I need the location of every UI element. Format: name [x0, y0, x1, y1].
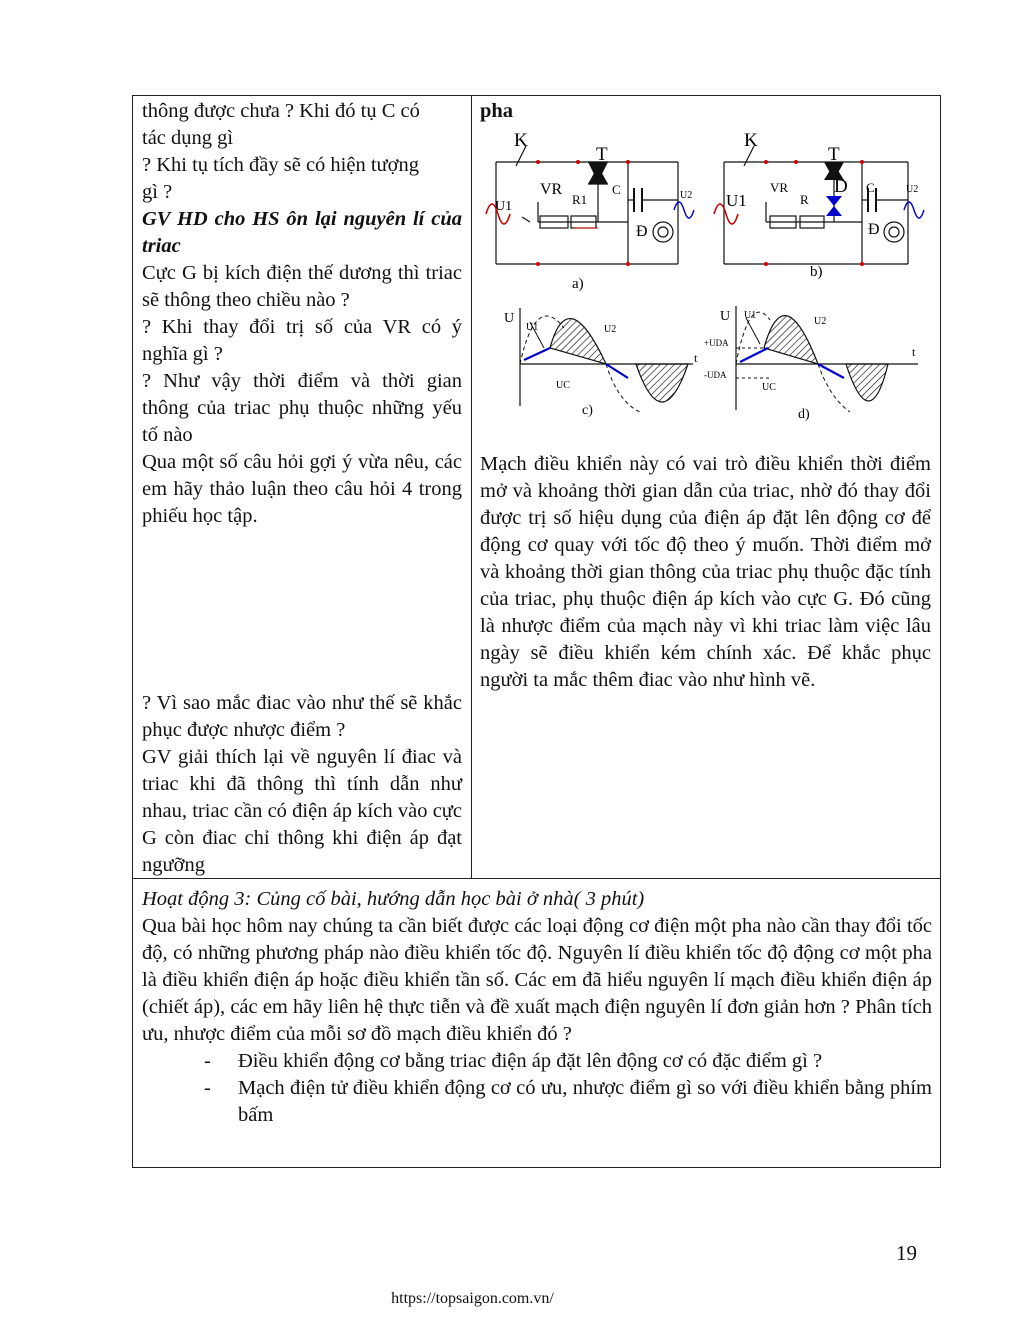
label-motor: Đ — [868, 221, 880, 238]
label-t: t — [912, 345, 916, 359]
question-line: gì ? — [142, 181, 173, 203]
label-UDA-neg: -UDA — [704, 370, 727, 380]
left-column-lower — [142, 690, 462, 879]
label-U2: U2 — [906, 184, 919, 195]
page-number: 19 — [896, 1241, 917, 1265]
explanation-text: GV giải thích lại về nguyên lí điac và triac khi đã thông thì tính dẫn như nhau, triac cần có điện áp kích vào cực G còn điac chỉ thông khi điện áp đạt ngưỡng — [142, 746, 462, 876]
label-T: T — [828, 144, 840, 165]
label-R1: R1 — [572, 192, 588, 207]
circuit-figure — [478, 122, 934, 432]
label-c: c) — [582, 403, 593, 418]
footer-url[interactable]: https://topsaigon.com.vn/ — [391, 1290, 554, 1307]
column-divider — [471, 95, 472, 878]
label-U: U — [504, 311, 515, 326]
label-R: R — [800, 192, 809, 207]
label-UC: UC — [556, 380, 570, 391]
left-column — [142, 98, 462, 530]
question-text: Cực G bị kích điện thế dương thì triac sẽ thông theo chiều nào ? — [142, 262, 462, 311]
label-C: C — [612, 182, 621, 197]
label-U1: U1 — [726, 191, 747, 210]
diac-icon — [826, 206, 842, 216]
label-motor: Đ — [636, 223, 648, 240]
list-item-text: Mạch điện tử điều khiển động cơ có ưu, nhược điểm gì so với điều khiển bằng phím bấm — [238, 1077, 932, 1126]
label-K: K — [514, 130, 528, 151]
triac-icon — [588, 166, 608, 184]
list-item — [142, 1048, 932, 1075]
label-U2: U2 — [814, 316, 827, 327]
label-U2: U2 — [604, 324, 617, 335]
question-text: ? Như vậy thời điểm và thời gian thông của triac phụ thuộc những yếu tố nào — [142, 370, 462, 446]
activity-3 — [142, 886, 932, 1129]
sine-output-icon — [904, 202, 924, 218]
label-UDA-pos: +UDA — [704, 338, 729, 348]
question-text: Qua một số câu hỏi gợi ý vừa nêu, các em hãy thảo luận theo câu hỏi 4 trong phiếu học tập. — [142, 451, 462, 527]
question-line: tác dụng gì — [142, 127, 234, 149]
right-paragraph: Mạch điều khiển này có vai trò điều khiển thời điểm mở và khoảng thời gian dẫn của triac, nhờ đó thay đổi được trị số hiệu dụng của điện áp đặt lên động cơ để động cơ quay với tốc độ theo ý muốn. Thời điểm mở và khoảng thời gian thông của triac phụ thuộc đặc tính của triac, phụ thuộc điện áp kích vào cực G. Đó cũng là nhược điểm của mạch này vì khi triac làm việc lâu ngày sẽ điều khiển kém chính xác. Để khắc phục người ta mắc thêm điac vào như hình vẽ. — [480, 453, 931, 691]
label-K: K — [744, 130, 758, 151]
diac-icon — [826, 196, 842, 206]
list-item — [142, 1075, 932, 1129]
label-U1: U1 — [526, 322, 539, 333]
label-T: T — [596, 144, 608, 165]
label-U2: U2 — [680, 190, 693, 201]
right-heading: pha — [480, 100, 514, 122]
question-line: thông được chưa ? Khi đó tụ C có — [142, 100, 420, 122]
activity-heading: Hoạt động 3: Củng cố bài, hướng dẫn học bài ở nhà( 3 phút) — [142, 888, 645, 910]
label-d: d) — [798, 407, 810, 422]
bullet-dash: - — [204, 1050, 211, 1072]
teacher-guidance: GV HD cho HS ôn lại nguyên lí của triac — [142, 208, 462, 257]
label-b: b) — [810, 264, 823, 280]
label-C: C — [866, 180, 875, 195]
label-a: a) — [572, 276, 584, 292]
label-U1: U1 — [495, 199, 513, 214]
sine-output-icon — [674, 202, 694, 218]
question-text: ? Khi thay đổi trị số của VR có ý nghĩa gì ? — [142, 316, 462, 365]
list-item-text: Điều khiển động cơ bằng triac điện áp đặt lên động cơ có đặc điểm gì ? — [238, 1050, 823, 1072]
question-text: ? Vì sao mắc điac vào như thế sẽ khắc phục được nhược điểm ? — [142, 692, 462, 741]
label-U1: U1 — [744, 310, 757, 321]
activity-paragraph: Qua bài học hôm nay chúng ta cần biết được các loại động cơ điện một pha nào cần thay đổi tốc độ, có những phương pháp nào điều khiển tốc độ. Nguyên lí điều khiển tốc độ động cơ một pha là điều khiển điện áp hoặc điều khiển tần số. Các em đã hiểu nguyên lí mạch điều khiển điện áp (chiết áp), các em hãy liên hệ thực tiễn và đề xuất mạch điện nguyên lí đơn giản hơn ? Phân tích ưu, nhược điểm của mỗi sơ đồ mạch điều khiển đó ? — [142, 915, 932, 1045]
label-VR: VR — [770, 180, 789, 195]
label-UC: UC — [762, 382, 776, 393]
label-U: U — [720, 309, 731, 324]
question-line: ? Khi tụ tích đầy sẽ có hiện tượng — [142, 154, 420, 176]
label-VR: VR — [540, 181, 563, 198]
waveform-d — [736, 306, 918, 412]
label-t: t — [694, 351, 698, 365]
label-D: D — [834, 176, 848, 197]
bullet-dash: - — [204, 1077, 211, 1099]
circuit-b — [724, 146, 908, 264]
